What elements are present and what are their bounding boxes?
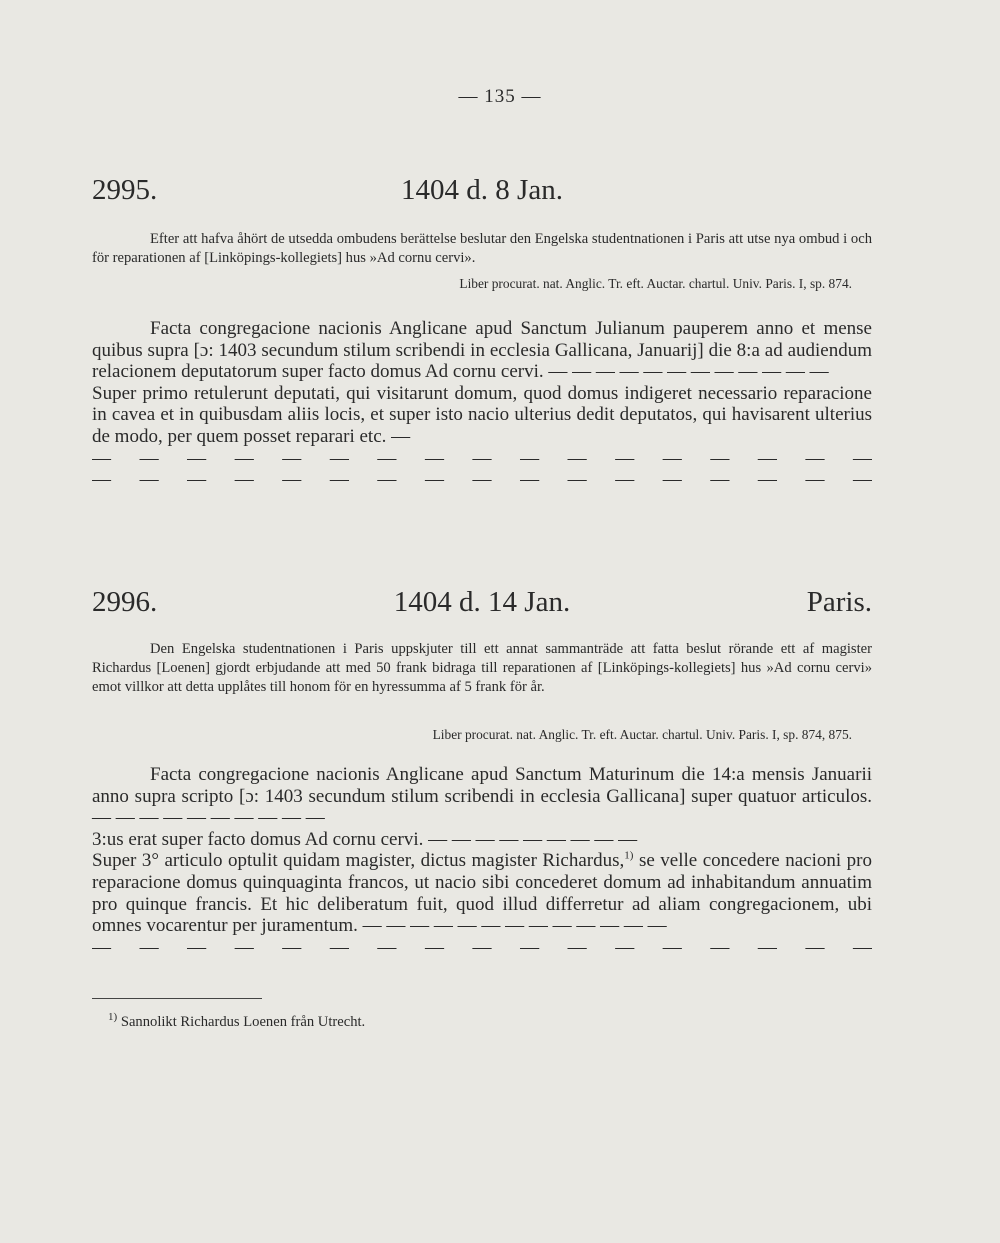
entry-date: 1404 d. 14 Jan. bbox=[393, 586, 571, 618]
footnote bbox=[108, 1011, 366, 1031]
entry-number: 2996. bbox=[92, 586, 158, 618]
dash-row: — — — — — — — — — — — — — — — — — bbox=[92, 469, 872, 491]
entry-number: 2995. bbox=[92, 174, 158, 206]
entry-source-2996: Liber procurat. nat. Anglic. Tr. eft. Auctar. chartul. Univ. Paris. I, sp. 874, 875. bbox=[432, 727, 852, 742]
dash-row: — — — — — — — — — — — — — — — — — bbox=[92, 936, 872, 958]
entry-text-2995: Facta congregacione nacionis Anglicane apud Sanctum Julianum pauperem anno et mense quibus supra [ɔ: 1403 secundum stilum scribendi in ecclesia Gallicana, Januarij] die 8:a ad audiendum relacionem deputatorum super facto domus Ad cornu cervi. — — — — — — — — — — — — Super primo retulerunt deputati, qui visitarunt domum, quod domus indigeret necessario reparacione in cavea et in quibusdam aliis locis, et super isto nacio ulterius dedit deputatos, qui havisarent ulterius de modo, per quem posset reparari etc. — — — — — — — — — — — — — — — — — — — — — — — — — — — — — — — — — — — bbox=[92, 318, 872, 491]
latin-paragraph: se velle concedere nacioni pro reparacione domus quinquaginta francos, ut nacio sibi concederet domum ad inhabitandum annuatim pro quinque francis. Et hic deliberatum fuit, quod illud differretur ad aliam congregacionem, ubi omnes vocarentur per juramentum. bbox=[92, 850, 873, 937]
entry-date: 1404 d. 8 Jan. bbox=[401, 174, 563, 206]
entry-text-2996 bbox=[92, 764, 872, 958]
dash-filler: — — — — — — — — — — bbox=[92, 807, 325, 829]
latin-paragraph: Super primo retulerunt deputati, qui visitarunt domum, quod domus indigeret necessario reparacione in cavea et in quibusdam aliis locis, et super isto nacio ulterius dedit deputatos, qui havisarent ulterius de modo, per quem posset reparari etc. bbox=[92, 382, 872, 447]
latin-paragraph: Facta congregacione nacionis Anglicane apud Sanctum Julianum pauperem anno et mense quibus supra [ɔ: 1403 secundum stilum scribendi in ecclesia Gallicana, Januarij] die 8:a ad audiendum relacionem deputatorum super facto domus Ad cornu cervi. bbox=[92, 318, 872, 383]
summary-text: Den Engelska studentnationen i Paris uppskjuter till ett annat sammanträde att fatta beslut rörande ett af magister Richardus [Loenen] gjordt erbjudande att med 50 frank bidraga till reparationen af [Linköpings-kollegiets] hus »Ad cornu cervi» emot villkor att detta upplåtes till honom för en hyressumma af 5 frank för år. bbox=[92, 641, 872, 695]
dash-filler: — — — — — — — — — — — — — bbox=[362, 915, 667, 937]
footnote-text: Sannolikt Richardus Loenen från Utrecht. bbox=[120, 1014, 366, 1030]
dash-row: — — — — — — — — — — — — — — — — — bbox=[92, 447, 872, 469]
entry-summary-2995 bbox=[92, 230, 872, 268]
summary-text: Efter att hafva åhört de utsedda ombudens berättelse beslutar den Engelska studentnationen i Paris att utse nya ombud i och för reparationen af [Linköpings-kollegiets] hus »Ad cornu cervi». bbox=[92, 231, 872, 266]
entry-place: Paris. bbox=[806, 586, 872, 618]
latin-paragraph: Facta congregacione nacionis Anglicane apud Sanctum Maturinum die 14:a mensis Januarii anno supra scripto [ɔ: 1403 secundum stilum scribendi in ecclesia Gallicana] super quatuor articulos. bbox=[92, 764, 872, 807]
footnote-rule bbox=[92, 998, 262, 999]
footnote-ref[interactable]: 1) bbox=[624, 850, 634, 863]
page-number: — 135 — bbox=[458, 86, 542, 107]
dash-filler: — — — — — — — — — bbox=[428, 828, 638, 850]
entry-summary-2996 bbox=[92, 640, 872, 697]
footnote-marker: 1) bbox=[108, 1011, 118, 1024]
dash-filler: — — — — — — — — — — — — bbox=[548, 361, 829, 383]
latin-paragraph: 3:us erat super facto domus Ad cornu cervi. bbox=[92, 828, 424, 850]
latin-paragraph: Super 3° articulo optulit quidam magister, dictus magister Richardus, bbox=[92, 850, 625, 872]
entry-source-2995: Liber procurat. nat. Anglic. Tr. eft. Auctar. chartul. Univ. Paris. I, sp. 874. bbox=[459, 276, 852, 291]
